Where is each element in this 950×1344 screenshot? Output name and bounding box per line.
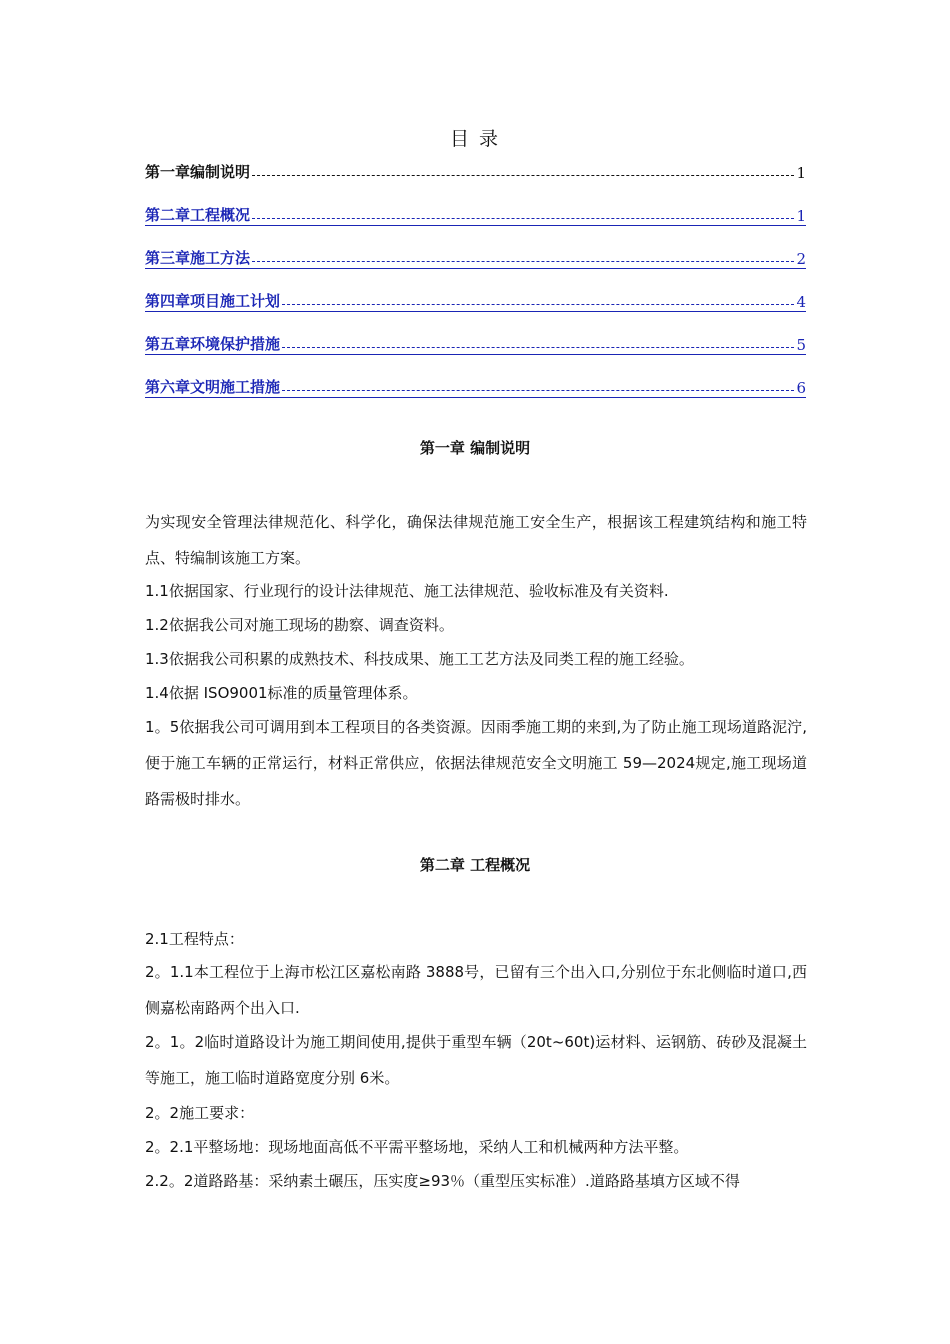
chapter-1-title: 第一章 编制说明 bbox=[419, 439, 531, 457]
toc-leader bbox=[252, 261, 794, 262]
chapter-1-item-5: 1。5依据我公司可调用到本工程项目的各类资源。因雨季施工期的来到,为了防止施工现场道路泥泞,便于施工车辆的正常运行，材料正常供应，依据法律规范安全文明施工 59—2024规定,施工现场道路需极时排水。 bbox=[145, 718, 807, 808]
chapter-1-intro: 为实现安全管理法律规范化、科学化，确保法律规范施工安全生产，根据该工程建筑结构和施工特点、特编制该施工方案。 bbox=[145, 513, 807, 567]
chapter-1-item: 1.1依据国家、行业现行的设计法律规范、施工法律规范、验收标准及有关资料. bbox=[145, 582, 669, 600]
toc-page-number: 6 bbox=[796, 379, 806, 397]
chapter-1-item: 1.2依据我公司对施工现场的勘察、调查资料。 bbox=[145, 616, 454, 634]
toc-page-number: 4 bbox=[796, 293, 806, 311]
toc-entry-label: 第四章项目施工计划 bbox=[145, 292, 281, 310]
toc-page-number: 2 bbox=[796, 250, 806, 268]
toc-entry-3[interactable] bbox=[145, 246, 806, 269]
toc-entry-label: 第二章工程概况 bbox=[145, 206, 251, 224]
toc-entry-4[interactable] bbox=[145, 289, 806, 312]
section-2-1-2: 2。1。2临时道路设计为施工期间使用,提供于重型车辆（20t~60t)运材料、运钢筋、砖砂及混凝土等施工，施工临时道路宽度分别 6米。 bbox=[145, 1033, 807, 1087]
section-2-2-2: 2.2。2道路路基：采纳素土碾压，压实度≥93％（重型压实标准）.道路路基填方区域不得 bbox=[145, 1172, 740, 1190]
toc-entry-2[interactable] bbox=[145, 203, 806, 226]
chapter-1-item: 1.4依据 ISO9001标准的质量管理体系。 bbox=[145, 684, 418, 702]
toc-title: 目 录 bbox=[449, 128, 501, 150]
toc-entry-label: 第六章文明施工措施 bbox=[145, 378, 281, 396]
section-2-2-1: 2。2.1平整场地：现场地面高低不平需平整场地，采纳人工和机械两种方法平整。 bbox=[145, 1138, 689, 1156]
toc-leader bbox=[252, 175, 794, 176]
section-2-2: 2。2施工要求： bbox=[145, 1104, 255, 1122]
toc-page-number: 5 bbox=[796, 336, 806, 354]
toc-entry-label: 第五章环境保护措施 bbox=[145, 335, 281, 353]
toc-entry-6[interactable] bbox=[145, 375, 806, 398]
toc-page-number: 1 bbox=[796, 207, 806, 225]
section-2-1: 2.1工程特点： bbox=[145, 930, 244, 948]
toc-leader bbox=[282, 347, 794, 348]
toc-leader bbox=[282, 304, 794, 305]
section-2-1-1: 2。1.1本工程位于上海市松江区嘉松南路 3888号，已留有三个出入口,分别位于东北侧临时道口,西侧嘉松南路两个出入口. bbox=[145, 963, 807, 1017]
toc-entry-5[interactable] bbox=[145, 332, 806, 355]
toc-entry-1[interactable] bbox=[145, 160, 806, 182]
toc-leader bbox=[252, 218, 794, 219]
toc-entry-label: 第三章施工方法 bbox=[145, 249, 251, 267]
chapter-2-title: 第二章 工程概况 bbox=[419, 856, 531, 874]
toc-entry-label: 第一章编制说明 bbox=[145, 163, 251, 181]
chapter-1-item: 1.3依据我公司积累的成熟技术、科技成果、施工工艺方法及同类工程的施工经验。 bbox=[145, 650, 694, 668]
toc-leader bbox=[282, 390, 794, 391]
toc-page-number: 1 bbox=[796, 164, 806, 182]
